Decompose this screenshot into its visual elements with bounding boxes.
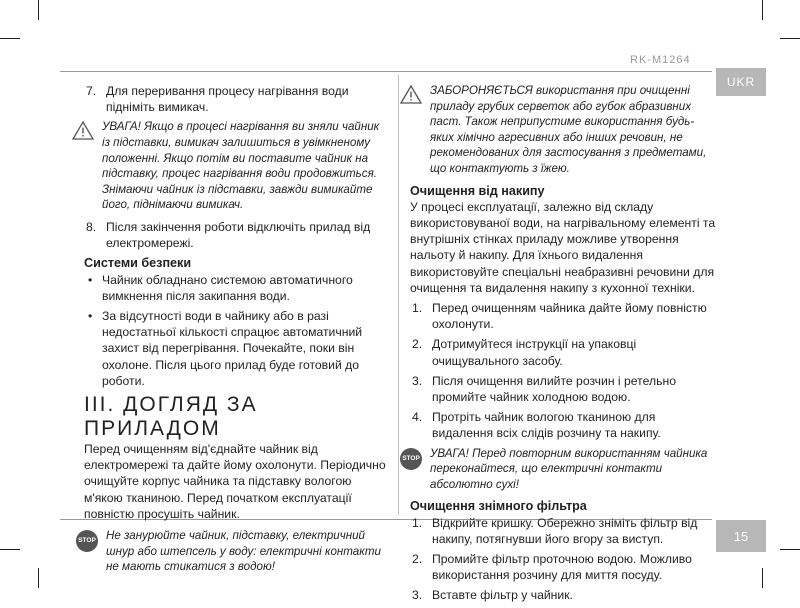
language-tab: UKR bbox=[716, 68, 766, 96]
step-number: 2. bbox=[412, 337, 423, 352]
step-number: 3. bbox=[412, 373, 423, 388]
stop-note bbox=[398, 446, 716, 493]
filter-heading: Очищення знімного фільтра bbox=[410, 499, 587, 514]
step-number: 2. bbox=[412, 552, 423, 566]
right-column bbox=[398, 83, 716, 608]
step-item bbox=[410, 409, 716, 441]
step-item bbox=[410, 587, 716, 603]
stop-icon: STOP bbox=[400, 448, 422, 470]
step-text: Вставте фільтр у чайник. bbox=[432, 588, 573, 603]
section-title: III. ДОГЛЯД ЗА ПРИЛАДОМ bbox=[84, 393, 258, 440]
bullet-text: Чайник обладнано системою автоматичного вимкнення після закипання води. bbox=[102, 272, 353, 303]
warning-note bbox=[70, 119, 390, 213]
step-number: 8. bbox=[86, 219, 97, 234]
step-text: Для переривання процесу нагрівання води підніміть вимикач. bbox=[106, 84, 349, 115]
warning-triangle-icon bbox=[400, 85, 422, 109]
section-paragraph: Перед очищенням від'єднайте чайник від електромережі та дайте йому охолонути. Періодично очищуйте корпус чайника та підставку вологою м'якою тканиною. Перед початком експлуатації повністю просушіть чайник. bbox=[84, 442, 386, 521]
warning-text: ЗАБОРОНЯЄТЬСЯ використання при очищенні приладу грубих серветок або губок абразивних паст. Також неприпустиме використання будь-яких хімічно агресивних або інших речовин, не рекомендованих для застосування з предметами, що контактують з їжею. bbox=[430, 84, 707, 175]
crop-mark bbox=[38, 0, 39, 20]
crop-mark bbox=[780, 549, 800, 550]
step-item bbox=[84, 83, 390, 115]
step-text: Дотримуйтеся інструкції на упаковці очищувального засобу. bbox=[432, 337, 637, 368]
safety-heading: Системи безпеки bbox=[84, 256, 192, 271]
page-number: 15 bbox=[716, 520, 766, 552]
step-item bbox=[410, 300, 716, 332]
crop-mark bbox=[0, 549, 20, 550]
warning-note bbox=[398, 83, 716, 177]
step-text: Протріть чайник вологою тканиною для видалення всіх слідів розчину та накипу. bbox=[432, 410, 661, 441]
warning-text: УВАГА! Якщо в процесі нагрівання ви зняли чайник із підставки, вимикач залишиться в увімкненому положенні. Якщо потім ви поставите чайник на підставку, процес нагрівання води продовжиться. Знімаючи чайник із підставки, завжди вимикайте його, піднімаючи вимикач. bbox=[102, 120, 380, 212]
bullet-text: За відсутності води в чайнику або в разі недостатньої кількості спрацює автоматичний захист від перегрівання. Почекайте, поки він охолоне. Після цього прилад буде готовий до роботи. bbox=[102, 308, 363, 388]
left-column bbox=[78, 83, 390, 581]
crop-mark bbox=[0, 38, 20, 39]
bullet-item bbox=[84, 308, 390, 389]
bullet-item bbox=[84, 272, 390, 304]
step-text: Промийте фільтр проточною водою. Можливо використання розчину для миття посуду. bbox=[432, 552, 692, 583]
step-item bbox=[410, 373, 716, 405]
descaling-paragraph: У процесі експлуатації, залежно від складу використовуваної води, на нагрівальному елементі та внутрішніх стінках приладу можливе утворення нальоту й накипу. Для їхнього видалення використовуйте спеціальні неабразивні речовини для очищення та видалення накипу з кухонної техніки. bbox=[410, 199, 716, 295]
right-body bbox=[398, 183, 716, 442]
step-number: 4. bbox=[412, 410, 423, 425]
step-item bbox=[410, 551, 716, 583]
crop-mark bbox=[762, 568, 763, 588]
step-item bbox=[84, 219, 390, 251]
stop-icon: STOP bbox=[76, 530, 98, 552]
step-item bbox=[410, 336, 716, 368]
crop-mark bbox=[780, 38, 800, 39]
bullet-dot: • bbox=[88, 272, 93, 287]
warning-triangle-icon bbox=[72, 121, 94, 145]
step-number: 1. bbox=[412, 300, 423, 315]
step-text: Перед очищенням чайника дайте йому повністю охолонути. bbox=[432, 300, 707, 332]
crop-mark bbox=[762, 0, 763, 20]
step-item bbox=[410, 515, 716, 547]
model-number: RK-M1264 bbox=[630, 54, 691, 66]
step-number: 1. bbox=[412, 515, 423, 530]
crop-mark bbox=[38, 568, 39, 588]
stop-note bbox=[74, 528, 390, 575]
step-number: 3. bbox=[412, 588, 423, 603]
stop-text: УВАГА! Перед повторним використанням чайника переконайтеся, що електричні контакти абсолютно сухі! bbox=[430, 446, 708, 491]
step-text: Після очищення вилийте розчин і ретельно промийте чайник холодною водою. bbox=[432, 373, 676, 404]
step-text: Після закінчення роботи відключіть прилад від електромережі. bbox=[106, 219, 371, 251]
bullet-dot: • bbox=[88, 308, 93, 323]
stop-text: Не занурюйте чайник, підставку, електричний шнур або штепсель у воду: електричні контакти не мають стикатися з водою! bbox=[106, 529, 381, 574]
header-rule bbox=[60, 71, 712, 72]
descaling-heading: Очищення від накипу bbox=[410, 183, 545, 198]
step-text: Відкрийте кришку. Обережно зніміть фільтр від накипу, потягнувши його вгору за виступ. bbox=[432, 515, 698, 546]
step-number: 7. bbox=[86, 84, 97, 98]
